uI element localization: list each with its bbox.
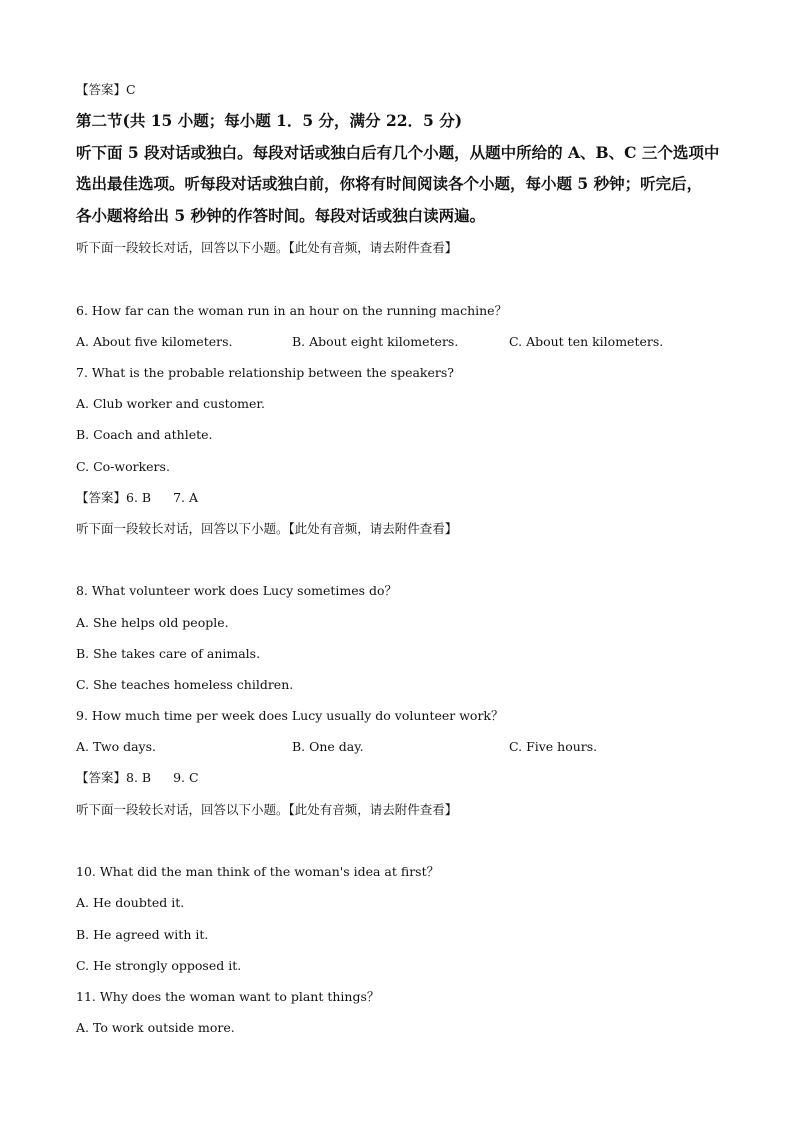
answer-value: C bbox=[126, 82, 136, 97]
instruction-line-2: 选出最佳选项。听每段对话或独白前，你将有时间阅读各个小题，每小题 5 秒钟；听完后， bbox=[76, 174, 703, 193]
option-9a: A. Two days. bbox=[76, 739, 156, 754]
answer-label: 【答案】 bbox=[76, 490, 127, 505]
option-8a: A. She helps old people. bbox=[76, 615, 229, 630]
option-7a: A. Club worker and customer. bbox=[76, 396, 266, 411]
question-9: 9. How much time per week does Lucy usually do volunteer work？ bbox=[76, 708, 504, 723]
answer-label: 【答案】 bbox=[76, 82, 127, 97]
option-10a: A. He doubted it. bbox=[76, 895, 185, 910]
option-6c: C. About ten kilometers. bbox=[509, 334, 664, 349]
listen-prompt: 听下面一段较长对话，回答以下小题。【此处有音频，请去附件查看】 bbox=[76, 802, 458, 817]
option-11a: A. To work outside more. bbox=[76, 1020, 235, 1035]
answer-7: 7. A bbox=[173, 490, 199, 505]
option-10c: C. He strongly opposed it. bbox=[76, 958, 242, 973]
option-9b: B. One day. bbox=[292, 739, 364, 754]
answer-8: 8. B bbox=[126, 770, 152, 785]
option-8c: C. She teaches homeless children. bbox=[76, 677, 294, 692]
question-8: 8. What volunteer work does Lucy sometimes do？ bbox=[76, 583, 398, 598]
option-8b: B. She takes care of animals. bbox=[76, 646, 261, 661]
option-9c: C. Five hours. bbox=[509, 739, 598, 754]
option-10b: B. He agreed with it. bbox=[76, 927, 209, 942]
option-6b: B. About eight kilometers. bbox=[292, 334, 459, 349]
option-7c: C. Co-workers. bbox=[76, 459, 170, 474]
option-6a: A. About five kilometers. bbox=[76, 334, 233, 349]
question-10: 10. What did the man think of the woman's idea at first？ bbox=[76, 864, 440, 879]
question-7: 7. What is the probable relationship between the speakers? bbox=[76, 365, 454, 380]
answer-line-8-9 bbox=[76, 770, 199, 786]
listen-prompt: 听下面一段较长对话，回答以下小题。【此处有音频，请去附件查看】 bbox=[76, 240, 458, 255]
question-6: 6. How far can the woman run in an hour on the running machine？ bbox=[76, 303, 508, 318]
instruction-line-1: 听下面 5 段对话或独白。每段对话或独白后有几个小题，从题中所给的 A、B、C 三个选项中 bbox=[76, 143, 720, 162]
answer-label: 【答案】 bbox=[76, 770, 127, 785]
option-7b: B. Coach and athlete. bbox=[76, 427, 213, 442]
question-11: 11. Why does the woman want to plant things？ bbox=[76, 989, 380, 1004]
section-title: 第二节(共 15 小题；每小题 1．5 分，满分 22．5 分) bbox=[76, 111, 463, 130]
answer-9: 9. C bbox=[173, 770, 199, 785]
answer-line-6-7 bbox=[76, 490, 198, 506]
instruction-line-3: 各小题将给出 5 秒钟的作答时间。每段对话或独白读两遍。 bbox=[76, 206, 486, 225]
answer-6: 6. B bbox=[126, 490, 152, 505]
listen-prompt: 听下面一段较长对话，回答以下小题。【此处有音频，请去附件查看】 bbox=[76, 521, 458, 536]
answer-line-5 bbox=[76, 82, 136, 98]
